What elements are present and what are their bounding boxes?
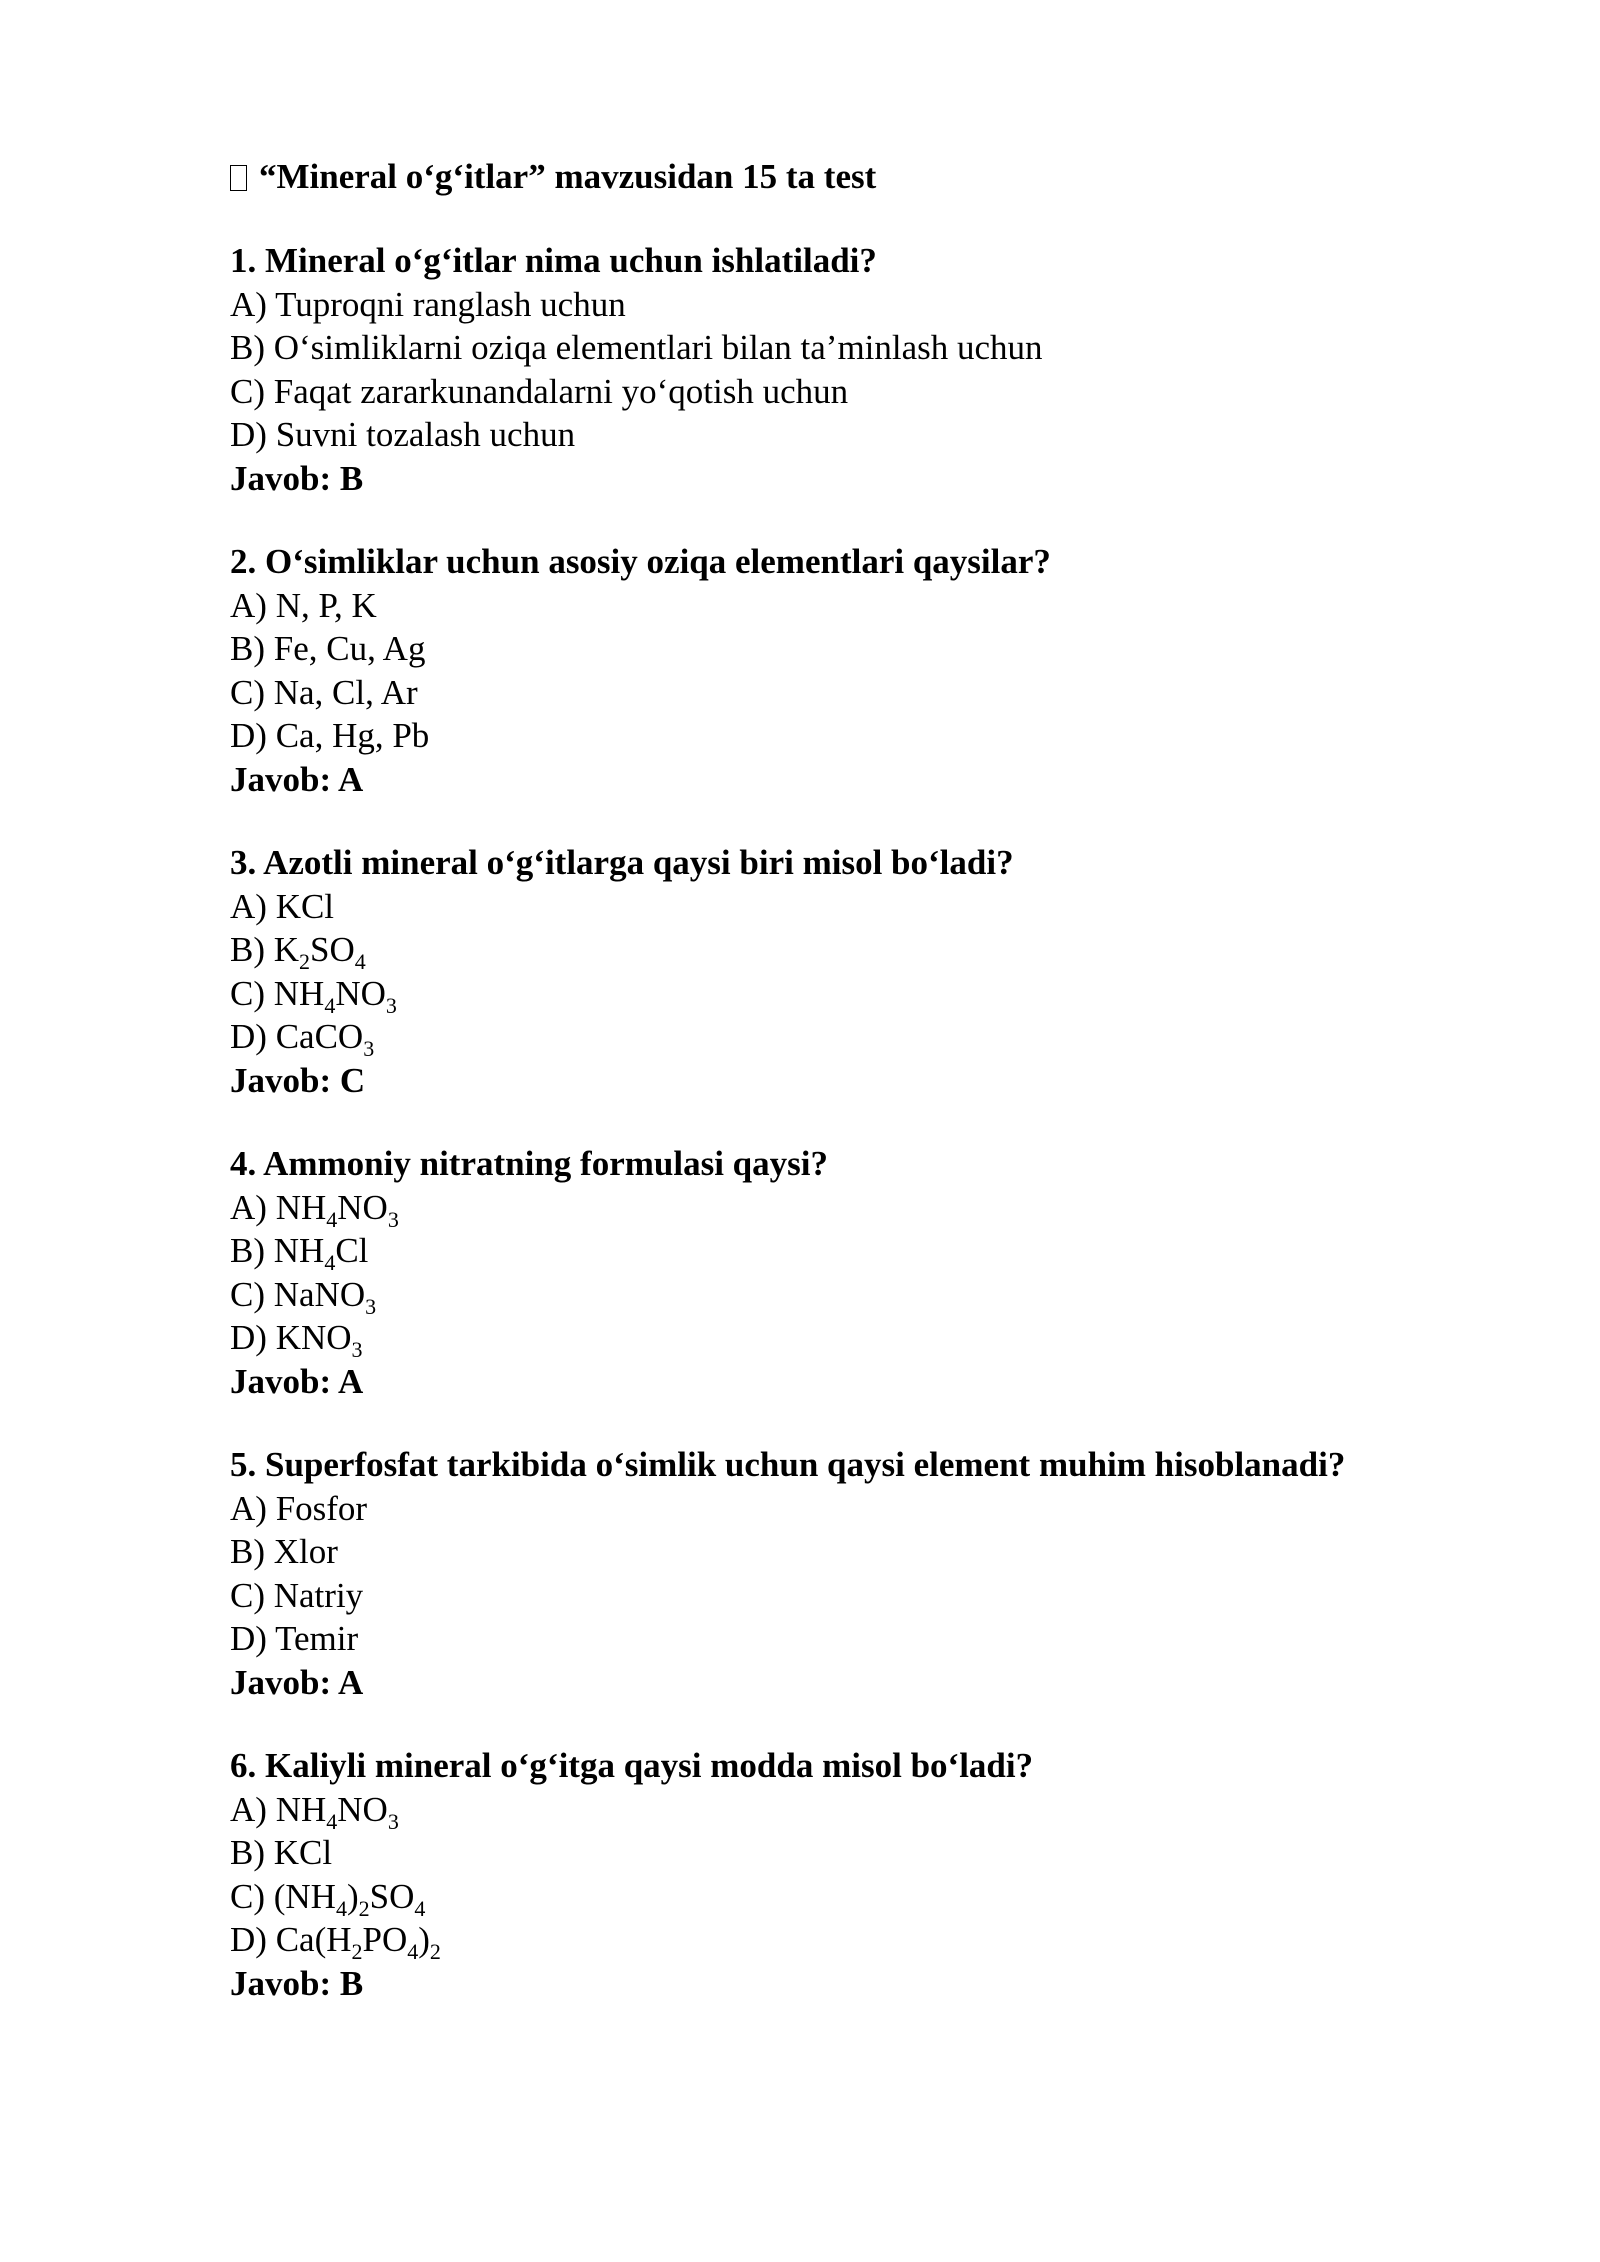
subscript: 2 (351, 1939, 363, 1964)
subscript: 4 (407, 1939, 419, 1964)
option-letter: B) (230, 1833, 265, 1872)
option-text: Ca, Hg, Pb (275, 716, 430, 755)
option-text: Xlor (273, 1532, 338, 1571)
answer-label: Javob: (230, 1361, 332, 1401)
option-letter: B) (230, 1532, 265, 1571)
question-block (230, 841, 1530, 1102)
option-letter: D) (230, 1318, 267, 1357)
option-letter: A) (230, 585, 267, 625)
answer-key (230, 758, 1530, 802)
option-letter: C) (230, 1274, 265, 1314)
answer-option (230, 326, 1530, 370)
answer-option (230, 1918, 1530, 1962)
option-text: NH (273, 973, 325, 1013)
option-letter: C) (230, 672, 265, 712)
answer-key (230, 1661, 1530, 1705)
option-letter: D) (230, 1619, 267, 1658)
option-letter: B) (230, 1231, 265, 1270)
question-label: Superfosfat tarkibida o‘simlik uchun qaysi element muhim hisoblanadi? (265, 1445, 1346, 1484)
question-number: 5. (230, 1445, 257, 1484)
option-text: Temir (275, 1619, 359, 1658)
answer-label: Javob: (230, 1662, 332, 1702)
question-text (230, 239, 1530, 283)
option-letter: A) (230, 1789, 267, 1829)
question-label: Ammoniy nitratning formulasi qaysi? (263, 1144, 828, 1183)
subscript: 4 (354, 949, 366, 974)
question-text (230, 841, 1530, 885)
option-text: Ca(H (275, 1920, 352, 1959)
question-text (230, 540, 1530, 584)
option-text: Cl (335, 1231, 369, 1270)
question-number: 2. (230, 542, 257, 581)
question-label: Azotli mineral o‘g‘itlarga qaysi biri misol bo‘ladi? (263, 843, 1014, 882)
option-text: PO (362, 1920, 408, 1959)
question-text (230, 1443, 1530, 1487)
option-text: NH (273, 1231, 325, 1270)
question-list (230, 239, 1530, 2005)
page-title-text: “Mineral o‘g‘itlar” mavzusidan 15 ta test (259, 157, 877, 196)
answer-option (230, 1788, 1530, 1832)
option-text: SO (369, 1876, 415, 1916)
option-text: Suvni tozalash uchun (275, 415, 576, 454)
subscript: 3 (387, 1206, 399, 1232)
option-letter: A) (230, 1187, 267, 1227)
option-text: Tuproqni ranglash uchun (275, 284, 626, 324)
option-text: KCl (275, 886, 335, 926)
option-text: CaCO (275, 1017, 364, 1056)
answer-value: A (337, 1662, 364, 1702)
option-text: Natriy (273, 1575, 364, 1615)
option-text: Na, Cl, Ar (273, 672, 418, 712)
answer-option (230, 714, 1530, 758)
option-letter: B) (230, 328, 265, 367)
subscript: 3 (363, 1036, 375, 1061)
answer-option (230, 1617, 1530, 1661)
option-text: KNO (275, 1318, 352, 1357)
answer-option (230, 1875, 1530, 1919)
answer-option (230, 1229, 1530, 1273)
option-letter: D) (230, 415, 267, 454)
answer-value: A (337, 759, 364, 799)
answer-value: C (339, 1060, 366, 1100)
option-letter: B) (230, 930, 265, 969)
question-block (230, 1744, 1530, 2005)
question-block (230, 1443, 1530, 1704)
question-number: 6. (230, 1746, 257, 1785)
option-text: K (273, 930, 300, 969)
subscript: 4 (326, 1808, 338, 1834)
answer-option (230, 671, 1530, 715)
subscript: 2 (429, 1939, 441, 1964)
option-text: N, P, K (275, 585, 377, 625)
option-text: NH (275, 1187, 327, 1227)
option-text: Fosfor (275, 1488, 368, 1528)
option-text: (NH (273, 1876, 336, 1916)
option-text: ) (418, 1920, 430, 1959)
option-letter: B) (230, 629, 265, 668)
question-number: 3. (230, 843, 257, 882)
answer-label: Javob: (230, 1963, 332, 2003)
option-text: SO (310, 930, 355, 969)
answer-option (230, 1487, 1530, 1531)
option-text: KCl (273, 1833, 333, 1872)
option-text: NO (337, 1187, 388, 1227)
answer-option (230, 885, 1530, 929)
page-title (230, 154, 1530, 199)
option-letter: A) (230, 284, 267, 324)
answer-value: B (339, 458, 364, 498)
question-block (230, 1142, 1530, 1403)
question-block (230, 239, 1530, 500)
answer-key (230, 1059, 1530, 1103)
answer-option (230, 928, 1530, 972)
question-label: Kaliyli mineral o‘g‘itga qaysi modda misol bo‘ladi? (265, 1746, 1034, 1785)
subscript: 4 (324, 1250, 336, 1275)
subscript: 2 (299, 949, 311, 974)
option-text: NO (337, 1789, 388, 1829)
answer-option (230, 972, 1530, 1016)
document-page (230, 154, 1530, 2005)
answer-option (230, 413, 1530, 457)
option-text: NaNO (273, 1274, 366, 1314)
question-number: 4. (230, 1144, 257, 1183)
answer-key (230, 457, 1530, 501)
answer-key (230, 1962, 1530, 2006)
option-letter: C) (230, 1575, 265, 1615)
option-text: ) (346, 1876, 359, 1916)
answer-key (230, 1360, 1530, 1404)
answer-option (230, 1530, 1530, 1574)
subscript: 4 (324, 992, 336, 1018)
answer-value: B (339, 1963, 364, 2003)
answer-option (230, 1316, 1530, 1360)
subscript: 3 (387, 1808, 399, 1834)
answer-option (230, 370, 1530, 414)
question-label: Mineral o‘g‘itlar nima uchun ishlatiladi? (265, 241, 877, 280)
option-text: NO (335, 973, 386, 1013)
answer-option (230, 1186, 1530, 1230)
option-letter: C) (230, 371, 265, 411)
answer-option (230, 1273, 1530, 1317)
missing-glyph-icon (230, 165, 247, 191)
option-text: Fe, Cu, Ag (273, 629, 426, 668)
answer-value: A (337, 1361, 364, 1401)
answer-label: Javob: (230, 458, 332, 498)
option-letter: D) (230, 716, 267, 755)
answer-option (230, 1574, 1530, 1618)
answer-option (230, 1831, 1530, 1875)
option-letter: D) (230, 1017, 267, 1056)
option-letter: C) (230, 973, 265, 1013)
answer-label: Javob: (230, 1060, 332, 1100)
subscript: 3 (365, 1293, 377, 1319)
question-text (230, 1744, 1530, 1788)
option-letter: A) (230, 886, 267, 926)
question-text (230, 1142, 1530, 1186)
subscript: 3 (385, 992, 397, 1018)
option-text: O‘simliklarni oziqa elementlari bilan ta’minlash uchun (273, 328, 1043, 367)
question-block (230, 540, 1530, 801)
subscript: 3 (351, 1337, 363, 1362)
subscript: 4 (414, 1895, 426, 1921)
option-letter: A) (230, 1488, 267, 1528)
option-letter: C) (230, 1876, 265, 1916)
option-text: NH (275, 1789, 327, 1829)
question-label: O‘simliklar uchun asosiy oziqa elementlari qaysilar? (265, 542, 1051, 581)
subscript: 2 (358, 1895, 370, 1921)
answer-option (230, 627, 1530, 671)
answer-option (230, 584, 1530, 628)
option-letter: D) (230, 1920, 267, 1959)
answer-option (230, 283, 1530, 327)
answer-option (230, 1015, 1530, 1059)
option-text: Faqat zararkunandalarni yo‘qotish uchun (273, 371, 849, 411)
answer-label: Javob: (230, 759, 332, 799)
subscript: 4 (335, 1895, 347, 1921)
subscript: 4 (326, 1206, 338, 1232)
question-number: 1. (230, 241, 257, 280)
